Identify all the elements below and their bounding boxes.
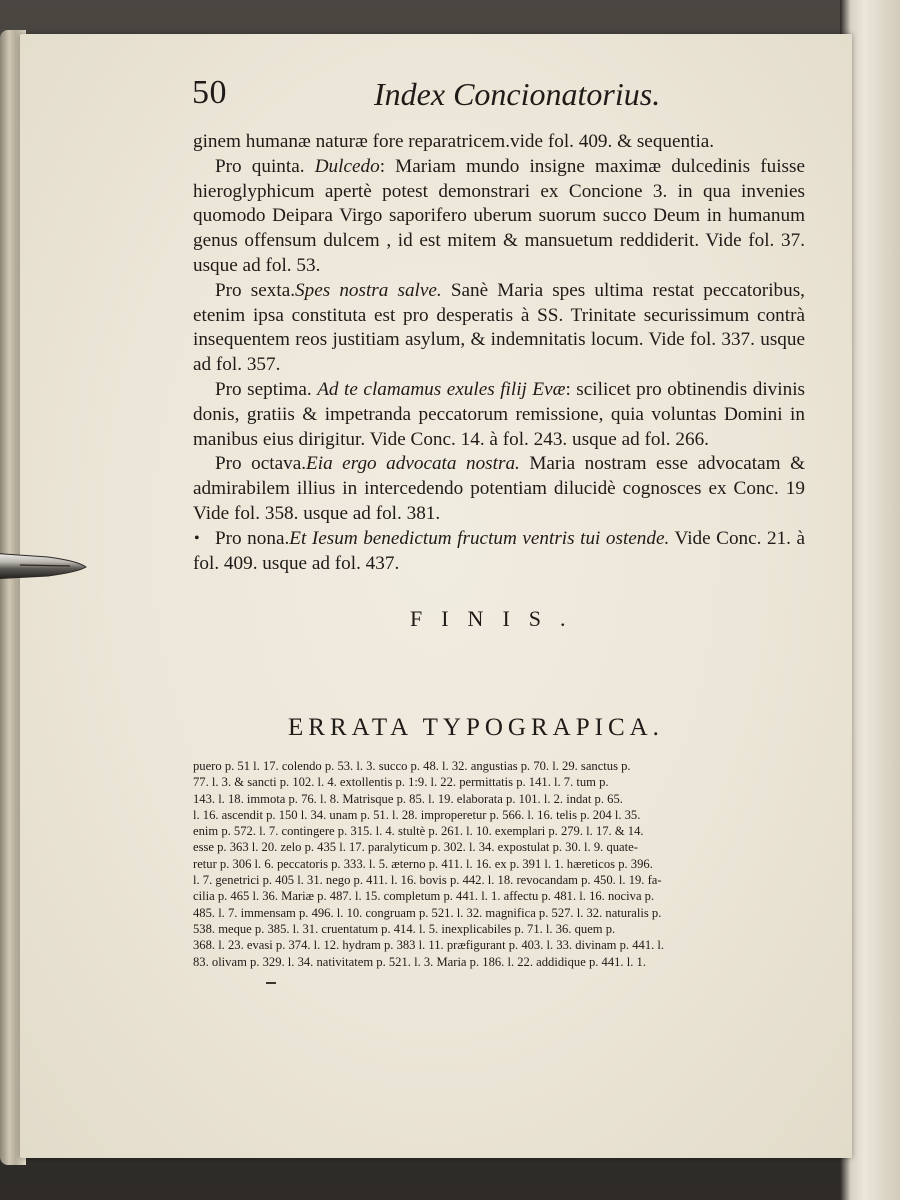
pen-pointer-icon — [0, 545, 100, 585]
errata-list — [193, 758, 805, 970]
paragraph-quinta — [193, 155, 805, 279]
paragraph-octava — [193, 452, 805, 526]
paragraph-continuation — [193, 130, 805, 155]
paragraph-text: : scilicet pro obtinendis divinis donis, gratiis & impetranda peccatorum remissione, quia voluntas Domini in manibus eius dirigitur. Vide Conc. 14. à fol. 243. usque ad fol. 266. — [193, 378, 806, 450]
paragraph-text: Maria nostram esse advocatam & admirabilem illius in intercedendo potentiam dilucidè cognosces ex Conc. 19 Vide fol. 358. usque ad fol. 381. — [193, 453, 806, 524]
errata-line: 83. olivam p. 329. l. 34. nativitatem p. 521. l. 3. Maria p. 186. l. 22. addidique p. 441. l. 1. — [193, 954, 646, 969]
book-page — [20, 34, 852, 1158]
paragraph-title: Spes nostra salve. — [295, 279, 442, 301]
paragraph-text: Vide Conc. 21. à fol. 409. usque ad fol. 437. — [193, 527, 805, 574]
errata-line: 368. l. 23. evasi p. 374. l. 12. hydram p. 383 l. 11. præfigurant p. 403. l. 33. divinam p. 441. l. — [193, 938, 665, 953]
index-body — [193, 130, 805, 576]
paragraph-text: Sanè Maria spes ultima restat peccatoribus, etenim ipsa constituta est pro desperatis à SS. Trinitate securissimum contrà insequentem reos justitiam asylum, & indemnitatis locum. Vide fol. 337. usque ad fol. 357. — [193, 279, 805, 376]
paragraph-lead: Pro septima. — [215, 378, 312, 400]
page-number: 50 — [192, 74, 227, 111]
errata-line: l. 7. genetrici p. 405 l. 31. nego p. 411. l. 16. bovis p. 442. l. 18. revocandam p. 450. l. 19. fa- — [193, 873, 662, 888]
paragraph-title: Ad te clamamus exules filij Evæ — [317, 378, 566, 400]
errata-line: cilia p. 465 l. 36. Mariæ p. 487. l. 15. completum p. 441. l. 1. affectu p. 481. l. 16. nociva p. — [193, 889, 655, 904]
paragraph-lead: Pro octava. — [215, 453, 307, 475]
paragraph-title: Et Iesum benedictum fructum ventris tui ostende. — [289, 527, 670, 549]
paragraph-text: : Mariam mundo insigne maximæ dulcedinis fuisse hieroglyphicum apertè potest demonstrari ex Concione 3. in qua invenies quomodo Deipara Virgo saporifero uberum suorum succo Deum in humanum genus offensum dulcem , id est mitem & mansuetum reddiderit. Vide fol. 37. usque ad fol. 53. — [193, 155, 805, 276]
end-dash — [266, 982, 276, 984]
paragraph-nona — [193, 527, 805, 577]
errata-line: 485. l. 7. immensam p. 496. l. 10. congruam p. 521. l. 32. magnifica p. 527. l. 32. naturalis p. — [193, 905, 662, 920]
bullet-mark: • — [194, 529, 200, 547]
running-title: Index Concionatorius. — [374, 76, 661, 112]
paragraph-lead: Pro quinta. — [215, 155, 305, 177]
errata-line: enim p. 572. l. 7. contingere p. 315. l. 4. stultè p. 261. l. 10. exemplari p. 279. l. 17. & 14. — [193, 824, 644, 839]
errata-line: esse p. 363 l. 20. zelo p. 435 l. 17. paralyticum p. 302. l. 34. expostulat p. 30. l. 9. quate- — [193, 840, 638, 855]
paragraph-title: Dulcedo — [314, 155, 380, 177]
paragraph-title: Eia ergo advocata nostra. — [306, 453, 520, 475]
paragraph-text: ginem humanæ naturæ fore reparatricem.vide fol. 409. & sequentia. — [193, 131, 715, 152]
errata-line: 538. meque p. 385. l. 31. cruentatum p. 414. l. 5. inexplicabiles p. 71. l. 36. quem p. — [193, 921, 616, 936]
errata-line: 143. l. 18. immota p. 76. l. 8. Matrisque p. 85. l. 19. elaborata p. 101. l. 2. indat p. 65. — [193, 791, 623, 806]
paragraph-lead: Pro sexta. — [215, 279, 296, 301]
finis-heading: FINIS. — [410, 606, 585, 631]
paragraph-lead: Pro nona. — [215, 527, 290, 549]
errata-heading: ERRATA TYPOGRAPICA. — [288, 714, 664, 741]
errata-line: puero p. 51 l. 17. colendo p. 53. l. 3. succo p. 48. l. 32. angustias p. 70. l. 29. sanctus p. — [193, 759, 631, 773]
errata-line: l. 16. ascendit p. 150 l. 34. unam p. 51. l. 28. improperetur p. 566. l. 16. telis p. 204 l. 35. — [193, 807, 641, 822]
paragraph-septima — [193, 378, 805, 452]
paragraph-sexta — [193, 279, 805, 378]
errata-line: 77. l. 3. & sancti p. 102. l. 4. extollentis p. 1:9. l. 22. permittatis p. 141. l. 7. tum p. — [193, 775, 609, 790]
page-header — [192, 74, 661, 114]
errata-line: retur p. 306 l. 6. peccatoris p. 333. l. 5. æterno p. 411. l. 16. ex p. 391 l. 1. hæreticos p. 396. — [193, 856, 653, 871]
